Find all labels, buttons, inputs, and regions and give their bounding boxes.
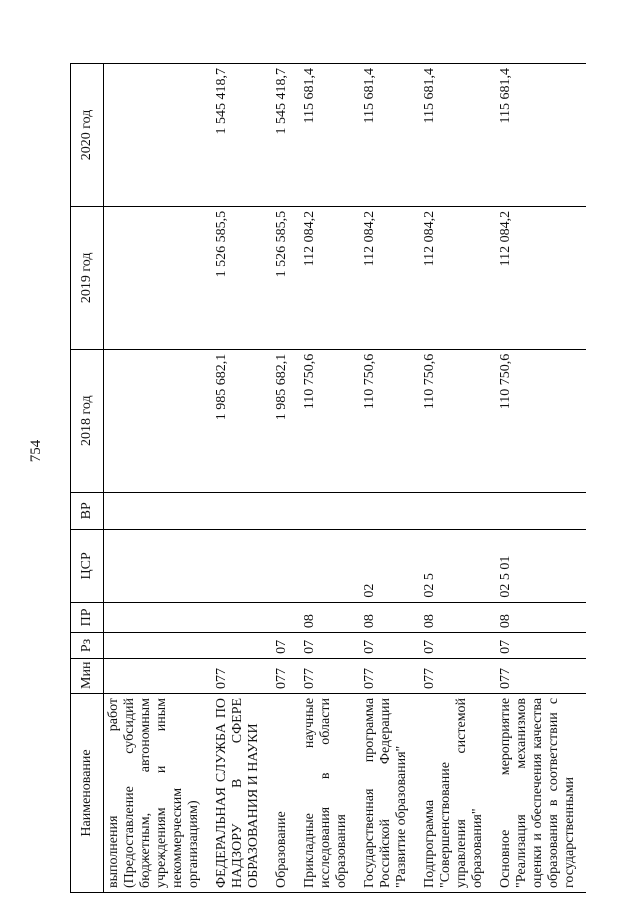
table-header [71,64,104,893]
row-min [104,658,211,693]
row-csr [104,530,211,603]
header-csr: ЦСР [71,530,104,603]
row-csr: 02 5 [418,530,494,603]
rotated-page [70,63,610,893]
row-2018 [104,349,211,492]
row-csr [298,530,358,603]
row-pr [270,602,298,632]
table-row [418,64,494,893]
row-rz: 07 [418,633,494,659]
table-row [210,64,270,893]
row-2018: 110 750,6 [494,349,586,492]
row-name: выполнения работ (Предоставление субсидий бюджетным, автономным учреждениям и иным некоммерческим организациям) [104,693,211,892]
row-rz: 07 [298,633,358,659]
row-2020 [104,64,211,207]
row-vr [494,492,586,529]
header-2020: 2020 год [71,64,104,207]
row-min: 077 [358,658,418,693]
table-row [358,64,418,893]
row-2020: 1 545 418,7 [270,64,298,207]
row-vr [358,492,418,529]
row-vr [298,492,358,529]
row-name: ФЕДЕРАЛЬНАЯ СЛУЖБА ПО НАДЗОРУ В СФЕРЕ ОБРАЗОВАНИЯ И НАУКИ [210,693,270,892]
row-vr [418,492,494,529]
row-2020: 115 681,4 [494,64,586,207]
row-rz: 07 [358,633,418,659]
row-2018: 110 750,6 [418,349,494,492]
row-min: 077 [298,658,358,693]
header-2019: 2019 год [71,206,104,349]
row-csr: 02 [358,530,418,603]
row-pr: 08 [418,602,494,632]
row-min: 077 [270,658,298,693]
header-2018: 2018 год [71,349,104,492]
table-row [270,64,298,893]
row-2020: 115 681,4 [418,64,494,207]
row-rz: 07 [494,633,586,659]
row-2020: 115 681,4 [298,64,358,207]
row-pr: 08 [358,602,418,632]
row-pr [210,602,270,632]
row-2019: 112 084,2 [298,206,358,349]
row-vr [210,492,270,529]
row-min: 077 [494,658,586,693]
page-number: 754 [28,439,44,463]
row-2019: 112 084,2 [418,206,494,349]
row-2018: 1 985 682,1 [210,349,270,492]
row-2018: 110 750,6 [298,349,358,492]
row-name: Основное мероприятие "Реализация механизмов оценки и обеспечения качества образования в соответствии с государственными [494,693,586,892]
row-pr: 08 [298,602,358,632]
header-min: Мин [71,658,104,693]
row-min: 077 [210,658,270,693]
row-2018: 110 750,6 [358,349,418,492]
header-rz: Рз [71,633,104,659]
row-2018: 1 985 682,1 [270,349,298,492]
header-name: Наименование [71,693,104,892]
budget-table [70,63,586,893]
row-name: Государственная программа Российской Федерации "Развитие образования" [358,693,418,892]
row-csr [270,530,298,603]
table-row [104,64,211,893]
row-name: Подпрограмма "Совершенствование управления системой образования" [418,693,494,892]
row-2020: 1 545 418,7 [210,64,270,207]
row-vr [104,492,211,529]
row-2019 [104,206,211,349]
row-2019: 112 084,2 [358,206,418,349]
row-csr [210,530,270,603]
row-rz: 07 [270,633,298,659]
header-vr: ВР [71,492,104,529]
row-vr [270,492,298,529]
row-min: 077 [418,658,494,693]
header-pr: ПР [71,602,104,632]
row-2019: 1 526 585,5 [210,206,270,349]
row-2019: 1 526 585,5 [270,206,298,349]
row-2019: 112 084,2 [494,206,586,349]
row-name: Прикладные научные исследования в области образования [298,693,358,892]
row-2020: 115 681,4 [358,64,418,207]
table-row [494,64,586,893]
table-row [298,64,358,893]
row-pr [104,602,211,632]
row-rz [210,633,270,659]
row-name: Образование [270,693,298,892]
row-rz [104,633,211,659]
row-pr: 08 [494,602,586,632]
row-csr: 02 5 01 [494,530,586,603]
